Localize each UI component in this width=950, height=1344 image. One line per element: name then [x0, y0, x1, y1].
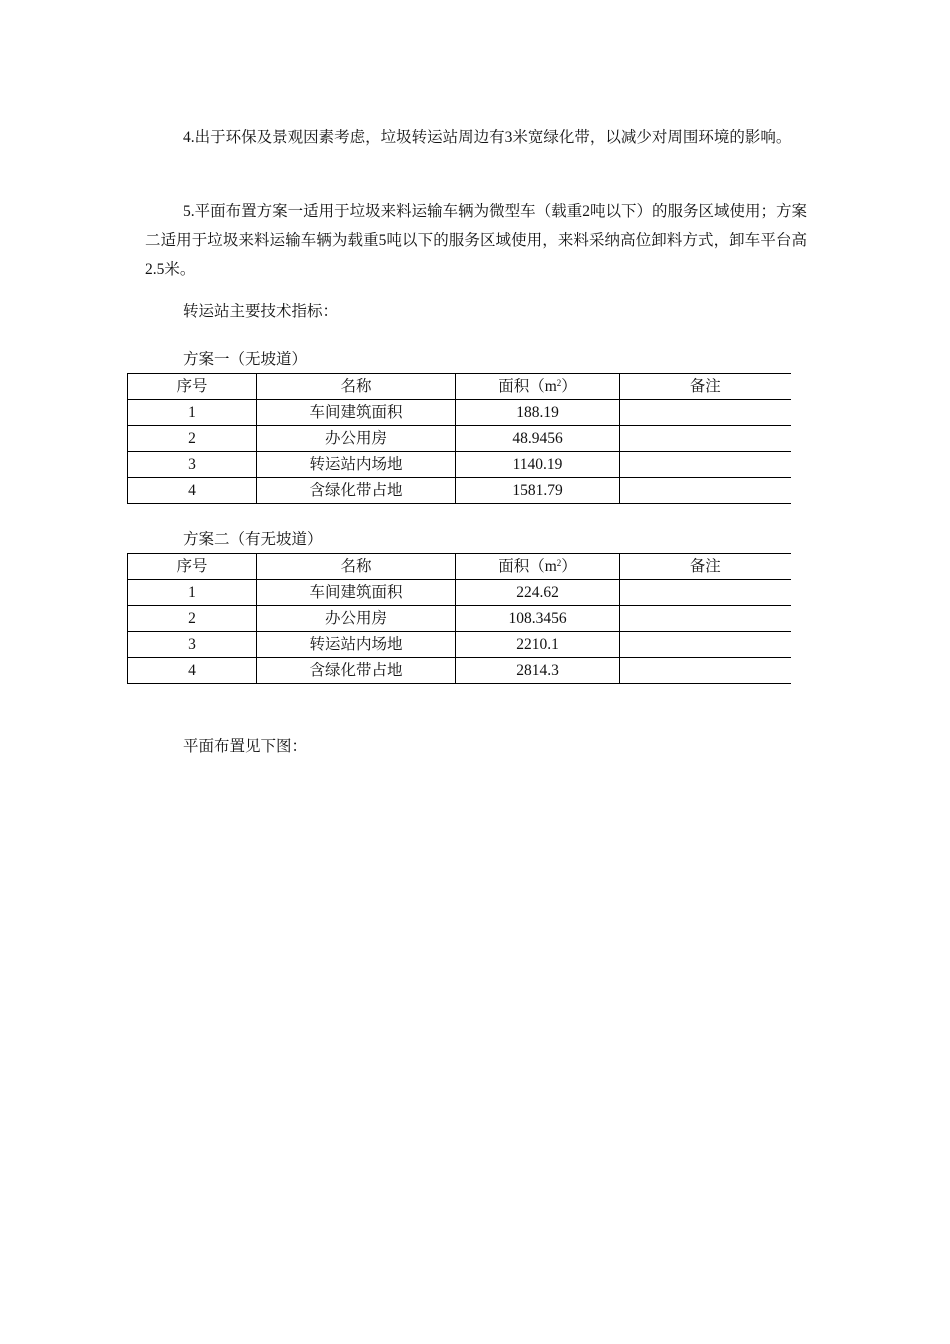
cell-remark [620, 606, 791, 632]
header-area-sup: 2 [556, 558, 562, 568]
table-row [128, 452, 791, 478]
cell-remark [620, 632, 791, 658]
table-row [128, 478, 791, 504]
cell-seq: 2 [128, 606, 257, 632]
table-header-row [128, 374, 791, 400]
table-row [128, 426, 791, 452]
cell-area: 2814.3 [456, 658, 620, 684]
header-name: 名称 [257, 554, 456, 580]
header-area-suffix: ） [561, 378, 577, 395]
header-area [456, 374, 620, 400]
cell-remark [620, 580, 791, 606]
header-seq: 序号 [128, 374, 257, 400]
cell-seq: 2 [128, 426, 257, 452]
cell-seq: 1 [128, 580, 257, 606]
paragraph-layout-schemes: 5.平面布置方案一适用于垃圾来料运输车辆为微型车（载重2吨以下）的服务区域使用；方案二适用于垃圾来料运输车辆为载重5吨以下的服务区域使用，来料采纳高位卸料方式，卸车平台高2.5米。 [145, 203, 807, 278]
header-area-suffix: ） [561, 558, 577, 575]
table-row [128, 658, 791, 684]
cell-seq: 4 [128, 478, 257, 504]
header-remark: 备注 [620, 374, 791, 400]
table-row [128, 580, 791, 606]
cell-remark [620, 658, 791, 684]
cell-name: 转运站内场地 [257, 452, 456, 478]
cell-name: 车间建筑面积 [257, 400, 456, 426]
table2-indicators [127, 553, 791, 684]
table-row [128, 400, 791, 426]
cell-name: 办公用房 [257, 606, 456, 632]
cell-remark [620, 478, 791, 504]
indicators-heading: 转运站主要技术指标： [183, 303, 339, 320]
cell-remark [620, 400, 791, 426]
cell-area: 188.19 [456, 400, 620, 426]
cell-area: 1581.79 [456, 478, 620, 504]
layout-note: 平面布置见下图： [183, 738, 308, 755]
header-seq: 序号 [128, 554, 257, 580]
cell-name: 含绿化带占地 [257, 658, 456, 684]
paragraph-greenbelt: 4.出于环保及景观因素考虑，垃圾转运站周边有3米宽绿化带，以减少对周围环境的影响。 [183, 129, 792, 146]
header-area [456, 554, 620, 580]
table1-caption: 方案一（无坡道） [183, 351, 308, 368]
cell-name: 含绿化带占地 [257, 478, 456, 504]
cell-area: 48.9456 [456, 426, 620, 452]
cell-area: 108.3456 [456, 606, 620, 632]
cell-seq: 3 [128, 452, 257, 478]
table-header-row [128, 554, 791, 580]
table-row [128, 632, 791, 658]
header-area-prefix: 面积（m [498, 558, 557, 575]
table1-indicators [127, 373, 791, 504]
header-area-sup: 2 [556, 378, 562, 388]
cell-remark [620, 426, 791, 452]
cell-remark [620, 452, 791, 478]
table-row [128, 606, 791, 632]
header-name: 名称 [257, 374, 456, 400]
cell-area: 224.62 [456, 580, 620, 606]
table2-caption: 方案二（有无坡道） [183, 531, 323, 548]
cell-seq: 4 [128, 658, 257, 684]
header-area-prefix: 面积（m [498, 378, 557, 395]
cell-area: 2210.1 [456, 632, 620, 658]
cell-name: 转运站内场地 [257, 632, 456, 658]
header-remark: 备注 [620, 554, 791, 580]
cell-name: 办公用房 [257, 426, 456, 452]
cell-area: 1140.19 [456, 452, 620, 478]
cell-name: 车间建筑面积 [257, 580, 456, 606]
cell-seq: 3 [128, 632, 257, 658]
cell-seq: 1 [128, 400, 257, 426]
